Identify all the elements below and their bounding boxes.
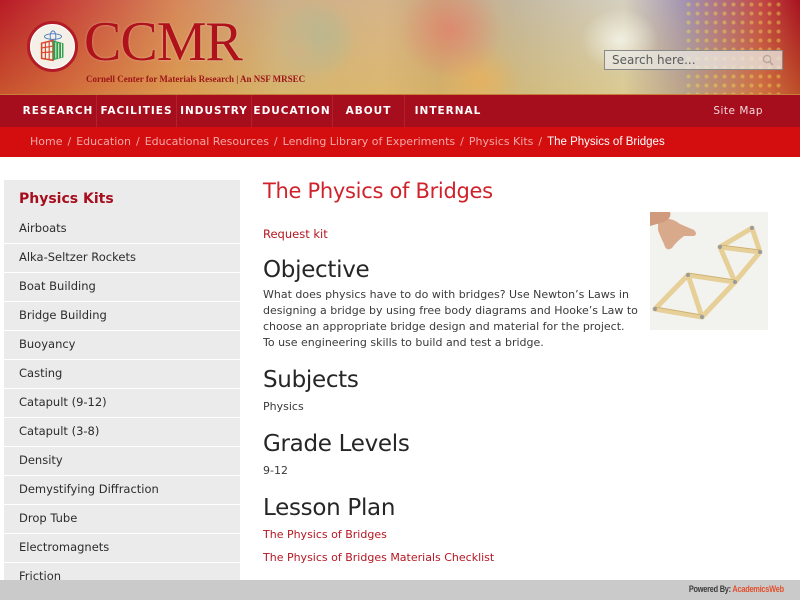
sidebar-item-alka-seltzer-rockets[interactable]: Alka-Seltzer Rockets xyxy=(4,244,240,272)
sidebar-item-drop-tube[interactable]: Drop Tube xyxy=(4,505,240,533)
sidebar-title: Physics Kits xyxy=(4,180,240,215)
nav-item-internal[interactable]: INTERNAL xyxy=(414,105,482,117)
grade-levels-heading: Grade Levels xyxy=(263,431,410,457)
sidebar-item-bridge-building[interactable]: Bridge Building xyxy=(4,302,240,330)
request-kit-link[interactable]: Request kit xyxy=(263,227,328,241)
breadcrumb-separator: / xyxy=(67,135,72,148)
materials-checklist-link[interactable]: The Physics of Bridges Materials Checklist xyxy=(263,551,495,564)
search-box[interactable] xyxy=(604,50,783,70)
objective-text: What does physics have to do with bridges? Use Newton’s Laws in designing a bridge by using free body diagrams and Hooke’s Law to choose an appropriate bridge design and material for the project. To use engineering skills to build and test a bridge. xyxy=(263,288,638,349)
materials-cube-icon xyxy=(34,28,72,66)
objective-heading: Objective xyxy=(263,257,370,283)
breadcrumb-current: The Physics of Bridges xyxy=(547,136,665,148)
nav-item-research[interactable]: RESEARCH xyxy=(22,105,94,117)
subjects-value: Physics xyxy=(263,400,304,413)
breadcrumb-educational-resources[interactable]: Educational Resources xyxy=(144,135,269,148)
site-map-link[interactable]: Site Map xyxy=(713,105,763,117)
powered-by xyxy=(689,584,784,594)
cornell-center-seal-icon[interactable] xyxy=(27,21,78,72)
sidebar-item-electromagnets[interactable]: Electromagnets xyxy=(4,534,240,562)
breadcrumb-separator: / xyxy=(273,135,278,148)
sidebar-item-boat-building[interactable]: Boat Building xyxy=(4,273,240,301)
page-title: The Physics of Bridges xyxy=(263,179,493,203)
breadcrumb-lending-library[interactable]: Lending Library of Experiments xyxy=(282,135,456,148)
main-nav xyxy=(0,94,800,127)
breadcrumb-separator: / xyxy=(135,135,140,148)
breadcrumb-home[interactable]: Home xyxy=(30,135,63,148)
subjects-heading: Subjects xyxy=(263,367,359,393)
popsicle-bridge-illustration xyxy=(650,212,768,330)
search-icon[interactable] xyxy=(762,54,774,66)
breadcrumb-physics-kits[interactable]: Physics Kits xyxy=(468,135,534,148)
breadcrumb-education[interactable]: Education xyxy=(76,135,131,148)
sidebar xyxy=(4,180,240,580)
main-content xyxy=(263,176,643,566)
sidebar-item-catapult-3-8[interactable]: Catapult (3-8) xyxy=(4,418,240,446)
lesson-plan-link[interactable]: The Physics of Bridges xyxy=(263,528,387,541)
nav-item-about[interactable]: ABOUT xyxy=(345,105,392,117)
sidebar-item-demystifying-diffraction[interactable]: Demystifying Diffraction xyxy=(4,476,240,504)
sidebar-item-buoyancy[interactable]: Buoyancy xyxy=(4,331,240,359)
sidebar-item-density[interactable]: Density xyxy=(4,447,240,475)
footer-bar xyxy=(0,580,800,600)
ccmr-logo[interactable]: CCMR xyxy=(84,11,242,73)
sidebar-item-friction[interactable]: Friction xyxy=(4,563,240,580)
academicsweb-link[interactable]: AcademicsWeb xyxy=(732,584,784,594)
grade-levels-value: 9-12 xyxy=(263,464,288,477)
breadcrumb-separator: / xyxy=(538,135,543,148)
nav-item-industry[interactable]: INDUSTRY xyxy=(180,105,248,117)
logo-subtitle: Cornell Center for Materials Research | An NSF MRSEC xyxy=(86,74,306,84)
sidebar-item-airboats[interactable]: Airboats xyxy=(4,215,240,243)
breadcrumb xyxy=(0,127,800,157)
lesson-plan-heading: Lesson Plan xyxy=(263,495,396,521)
search-input[interactable] xyxy=(612,51,762,69)
bridge-kit-image xyxy=(650,212,768,330)
header-banner xyxy=(0,0,800,94)
banner-decoration xyxy=(684,0,784,94)
sidebar-item-catapult-9-12[interactable]: Catapult (9-12) xyxy=(4,389,240,417)
powered-by-label: Powered By: xyxy=(688,584,731,594)
nav-item-facilities[interactable]: FACILITIES xyxy=(100,105,173,117)
nav-item-education[interactable]: EDUCATION xyxy=(253,105,331,117)
breadcrumb-separator: / xyxy=(460,135,464,148)
sidebar-item-casting[interactable]: Casting xyxy=(4,360,240,388)
